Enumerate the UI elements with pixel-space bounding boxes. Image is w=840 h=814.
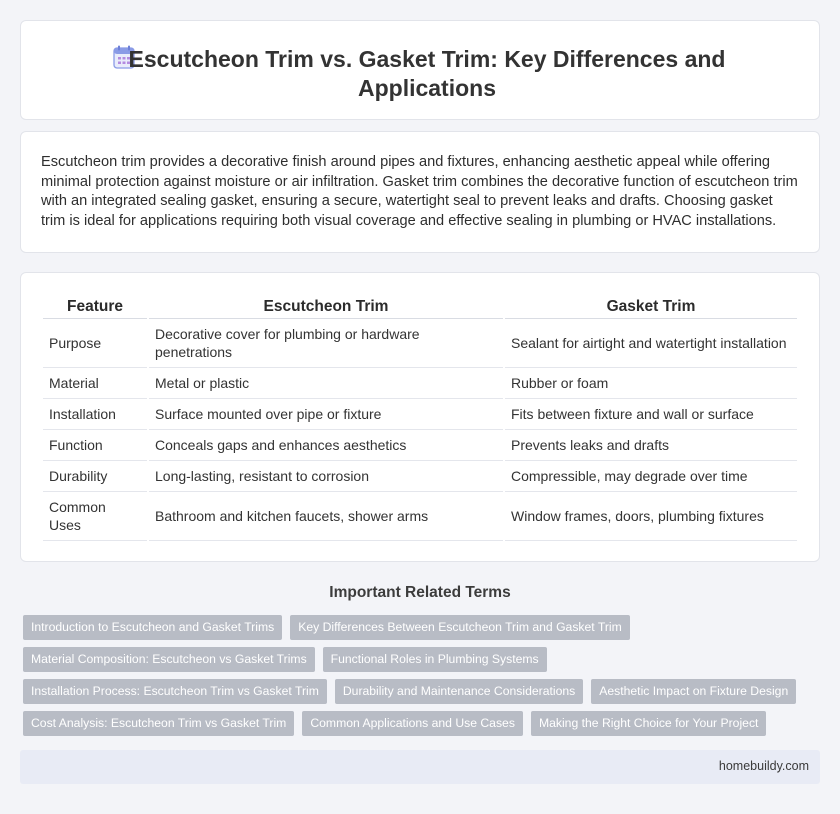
table-row — [43, 430, 797, 461]
table-cell: Long-lasting, resistant to corrosion — [149, 461, 503, 492]
related-terms-heading: Important Related Terms — [329, 584, 511, 601]
comparison-table — [41, 295, 799, 541]
table-row — [43, 399, 797, 430]
related-term-link[interactable]: Introduction to Escutcheon and Gasket Trims — [23, 615, 282, 640]
related-term-link[interactable]: Installation Process: Escutcheon Trim vs Gasket Trim — [23, 679, 327, 704]
table-row — [43, 461, 797, 492]
table-cell: Sealant for airtight and watertight installation — [505, 319, 797, 368]
column-header-feature: Feature — [43, 295, 147, 319]
related-term-link[interactable]: Aesthetic Impact on Fixture Design — [591, 679, 796, 704]
table-row — [43, 319, 797, 368]
table-cell: Durability — [43, 461, 147, 492]
related-terms-list — [23, 615, 803, 736]
table-cell: Rubber or foam — [505, 368, 797, 399]
table-cell: Purpose — [43, 319, 147, 368]
footer-site-name: homebuildy.com — [718, 759, 809, 773]
table-cell: Function — [43, 430, 147, 461]
table-row — [43, 368, 797, 399]
related-term-link[interactable]: Material Composition: Escutcheon vs Gasket Trims — [23, 647, 315, 672]
table-cell: Metal or plastic — [149, 368, 503, 399]
table-header-row — [43, 295, 797, 319]
title-card — [20, 20, 820, 120]
related-term-link[interactable]: Making the Right Choice for Your Project — [531, 711, 767, 736]
table-cell: Compressible, may degrade over time — [505, 461, 797, 492]
table-cell: Surface mounted over pipe or fixture — [149, 399, 503, 430]
column-header-escutcheon: Escutcheon Trim — [149, 295, 503, 319]
related-term-link[interactable]: Durability and Maintenance Considerations — [335, 679, 583, 704]
table-cell: Conceals gaps and enhances aesthetics — [149, 430, 503, 461]
table-cell: Common Uses — [43, 492, 147, 541]
page-title: Escutcheon Trim vs. Gasket Trim: Key Differences and Applications — [128, 46, 726, 101]
comparison-table-card — [20, 272, 820, 562]
column-header-gasket: Gasket Trim — [505, 295, 797, 319]
table-cell: Window frames, doors, plumbing fixtures — [505, 492, 797, 541]
table-cell: Fits between fixture and wall or surface — [505, 399, 797, 430]
table-cell: Prevents leaks and drafts — [505, 430, 797, 461]
related-term-link[interactable]: Key Differences Between Escutcheon Trim and Gasket Trim — [290, 615, 630, 640]
table-cell: Decorative cover for plumbing or hardware penetrations — [149, 319, 503, 368]
intro-paragraph: Escutcheon trim provides a decorative finish around pipes and fixtures, enhancing aesthetic appeal while offering minimal protection against moisture or air infiltration. Gasket trim combines the decorative function of escutcheon trim with an integrated sealing gasket, ensuring a secure, watertight seal to prevent leaks and drafts. Choosing gasket trim is ideal for applications requiring both visual coverage and effective sealing in plumbing or HVAC installations. — [41, 154, 798, 229]
table-cell: Installation — [43, 399, 147, 430]
related-term-link[interactable]: Common Applications and Use Cases — [302, 711, 523, 736]
table-cell: Bathroom and kitchen faucets, shower arms — [149, 492, 503, 541]
intro-card — [20, 131, 820, 253]
table-row — [43, 492, 797, 541]
footer-bar — [20, 750, 820, 784]
table-cell: Material — [43, 368, 147, 399]
related-term-link[interactable]: Functional Roles in Plumbing Systems — [323, 647, 547, 672]
related-term-link[interactable]: Cost Analysis: Escutcheon Trim vs Gasket Trim — [23, 711, 294, 736]
